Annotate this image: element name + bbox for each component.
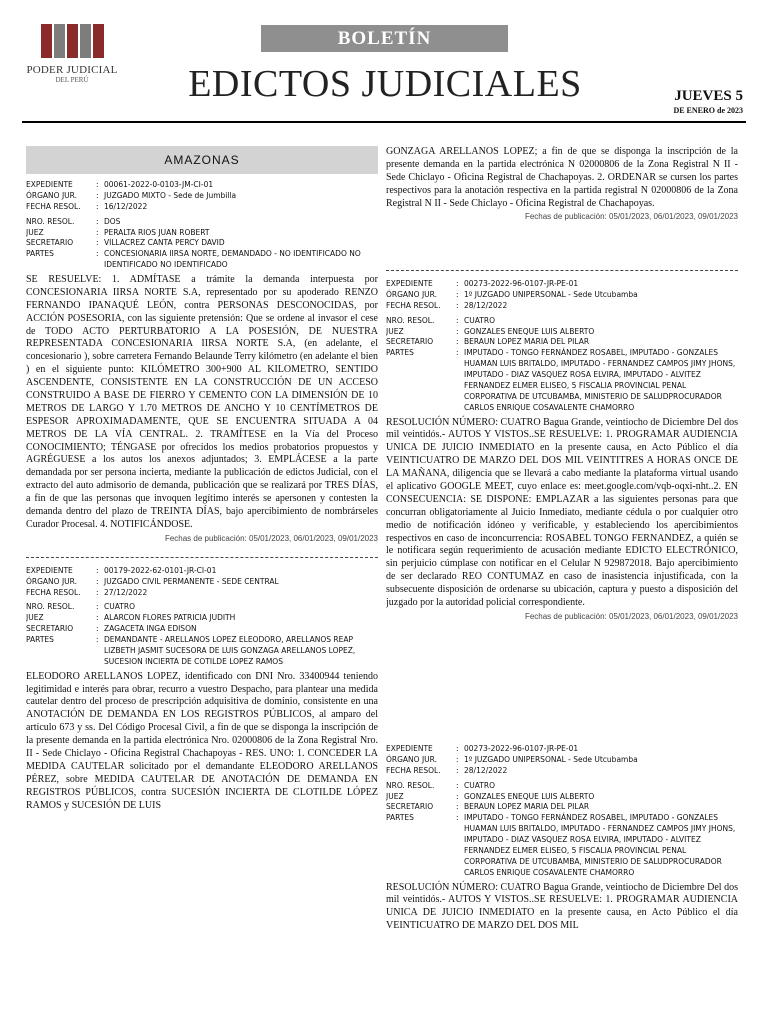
meta-value: 28/12/2022	[464, 300, 508, 310]
meta-value: CUATRO	[464, 315, 495, 325]
header-rule	[22, 121, 746, 123]
meta-value: BERAUN LOPEZ MARIA DEL PILAR	[464, 337, 590, 347]
meta-value: CUATRO	[464, 780, 495, 790]
publication-dates: Fechas de publicación: 05/01/2023, 06/01/2023, 09/01/2023	[524, 212, 738, 222]
meta-key: JUEZ	[26, 227, 44, 237]
meta-key: FECHA RESOL.	[386, 300, 441, 310]
meta-value: 00179-2022-62-0101-JR-CI-01	[104, 565, 217, 575]
edict-2	[26, 566, 378, 813]
meta-value: 1º JUZGADO UNIPERSONAL - Sede Utcubamba	[464, 754, 638, 764]
meta-value: 28/12/2022	[464, 765, 508, 775]
meta-key: NRO. RESOL.	[386, 315, 435, 325]
meta-value: DEMANDANTE - ARELLANOS LOPEZ ELEODORO, ARELLANOS REAP LIZBETH JASMIT SUCESORA DE LUIS GONZAGA ARELLANOS LOPEZ, SUCESION INCIERTA DE COTILDE LOPEZ RAMOS	[104, 635, 356, 666]
logo-name: PODER JUDICIAL	[26, 64, 118, 76]
meta-value: IMPUTADO - TONGO FERNÁNDEZ ROSABEL, IMPUTADO - GONZALES HUAMAN LUIS BRITALDO, IMPUTADO - FERNANDEZ CAMPOS JIMY JHONS, IMPUTADO - DIAZ VASQUEZ ROSA ELVIRA, IMPUTADO - ALVITEZ FERNANDEZ ELMER ELISEO, 5 FISCALIA PROVINCIAL PENAL CORPORATIVA DE UTCUBAMBA, MINISTERIO DE SALUDPROCURADOR CARLOS ENRIQUE COSAVALENTE CHAMORRO	[464, 813, 736, 877]
meta-key: EXPEDIENTE	[386, 744, 433, 753]
meta-key: ÓRGANO JUR.	[26, 190, 77, 200]
meta-key: NRO. RESOL.	[386, 780, 435, 790]
meta-value: 00273-2022-96-0107-JR-PE-01	[464, 279, 579, 288]
meta-key: SECRETARIO	[26, 624, 74, 634]
right-column-continuation	[386, 143, 738, 249]
edict-meta: EXPEDIENTE : 00273-2022-96-0107-JR-PE-01 ÓRGANO JUR. : 1º JUZGADO UNIPERSONAL - Sede Utcubamba FECHA RESOL. : 28/12/2022 NRO. RESOL. : CUATRO JUEZ : GONZALES ENEQUE LUIS ALBERTO SECRETARIO : BERAUN LOPEZ MARIA DEL PILAR PARTES : IMPUTADO - TONGO FERNÁNDEZ ROSABEL, IMPUTADO - GONZALES HUAMAN LUIS BRITALDO, IMPUTADO - FERNANDEZ CAMPOS JIMY JHONS, IMPUTADO - DIAZ VASQUEZ ROSA ELVIRA, IMPUTADO - ALVITEZ FERNANDEZ ELMER ELISEO, 5 FISCALIA PROVINCIAL PENAL CORPORATIVA DE UTCUBAMBA, MINISTERIO DE SALUDPROCURADOR CARLOS ENRIQUE COSAVALENTE CHAMORRO	[386, 744, 738, 879]
meta-value: GONZALES ENEQUE LUIS ALBERTO	[464, 791, 595, 801]
meta-value: JUZGADO CIVIL PERMANENTE - SEDE CENTRAL	[104, 576, 279, 586]
meta-value: ALARCON FLORES PATRICIA JUDITH	[104, 613, 236, 623]
meta-value: ZAGACETA INGA EDISON	[104, 624, 197, 634]
date-day: JUEVES 5	[674, 88, 743, 104]
meta-value: 1º JUZGADO UNIPERSONAL - Sede Utcubamba	[464, 289, 638, 299]
date-month: DE ENERO de 2023	[673, 106, 743, 115]
left-column	[26, 146, 378, 1024]
meta-key: JUEZ	[386, 326, 404, 336]
edict-body: RESOLUCIÓN NÚMERO: CUATRO Bagua Grande, veintiocho de Diciembre Del dos mil veintidós.- AUTOS Y VISTOS..SE RESUELVE: 1. PROGRAMAR AUDIENCIA UNICA DE JUICIO INMEDIATO en la presente causa, en Acto Público el día VEINTICUATRO DE MARZO DEL DOS MIL	[386, 881, 738, 932]
meta-key: FECHA RESOL.	[386, 765, 441, 775]
separator	[26, 557, 378, 558]
meta-key: SECRETARIO	[386, 802, 434, 812]
meta-value: VILLACREZ CANTA PERCY DAVID	[104, 238, 225, 248]
edict-meta: EXPEDIENTE : 00179-2022-62-0101-JR-CI-01 ÓRGANO JUR. : JUZGADO CIVIL PERMANENTE - SEDE CENTRAL FECHA RESOL. : 27/12/2022 NRO. RESOL. : CUATRO JUEZ : ALARCON FLORES PATRICIA JUDITH SECRETARIO : ZAGACETA INGA EDISON PARTES : DEMANDANTE - ARELLANOS LOPEZ ELEODORO, ARELLANOS REAP LIZBETH JASMIT SUCESORA DE LUIS GONZAGA ARELLANOS LOPEZ, SUCESION INCIERTA DE COTILDE LOPEZ RAMOS	[26, 566, 378, 668]
meta-value: DOS	[104, 216, 121, 226]
publication-dates: Fechas de publicación: 05/01/2023, 06/01/2023, 09/01/2023	[164, 533, 378, 543]
meta-value: GONZALES ENEQUE LUIS ALBERTO	[464, 326, 595, 336]
meta-value: 00273-2022-96-0107-JR-PE-01	[464, 744, 579, 753]
meta-value: PERALTA RIOS JUAN ROBERT	[104, 227, 210, 237]
meta-key: ÓRGANO JUR.	[386, 754, 437, 764]
meta-key: PARTES	[26, 249, 54, 259]
separator	[386, 270, 738, 271]
logo-emblem-icon	[22, 24, 122, 58]
edict-meta: EXPEDIENTE : 00273-2022-96-0107-JR-PE-01 ÓRGANO JUR. : 1º JUZGADO UNIPERSONAL - Sede Utcubamba FECHA RESOL. : 28/12/2022 NRO. RESOL. : CUATRO JUEZ : GONZALES ENEQUE LUIS ALBERTO SECRETARIO : BERAUN LOPEZ MARIA DEL PILAR PARTES : IMPUTADO - TONGO FERNÁNDEZ ROSABEL, IMPUTADO - GONZALES HUAMAN LUIS BRITALDO, IMPUTADO - FERNANDEZ CAMPOS JIMY JHONS, IMPUTADO - DIAZ VASQUEZ ROSA ELVIRA, IMPUTADO - ALVITEZ FERNANDEZ ELMER ELISEO, 5 FISCALIA PROVINCIAL PENAL CORPORATIVA DE UTCUBAMBA, MINISTERIO DE SALUDPROCURADOR CARLOS ENRIQUE COSAVALENTE CHAMORRO	[386, 279, 738, 414]
meta-key: FECHA RESOL.	[26, 201, 81, 211]
meta-key: NRO. RESOL.	[26, 216, 75, 226]
meta-key: SECRETARIO	[386, 337, 434, 347]
meta-key: EXPEDIENTE	[386, 279, 433, 288]
logo	[22, 24, 122, 84]
edict-4	[386, 744, 738, 1024]
meta-value: 00061-2022-0-0103-JM-CI-01	[104, 180, 214, 189]
meta-key: ÓRGANO JUR.	[26, 576, 77, 586]
meta-value: IMPUTADO - TONGO FERNÁNDEZ ROSABEL, IMPUTADO - GONZALES HUAMAN LUIS BRITALDO, IMPUTADO - FERNANDEZ CAMPOS JIMY JHONS, IMPUTADO - DIAZ VASQUEZ ROSA ELVIRA, IMPUTADO - ALVITEZ FERNANDEZ ELMER ELISEO, 5 FISCALIA PROVINCIAL PENAL CORPORATIVA DE UTCUBAMBA, MINISTERIO DE SALUDPROCURADOR CARLOS ENRIQUE COSAVALENTE CHAMORRO	[464, 348, 736, 412]
meta-key: PARTES	[386, 813, 414, 823]
edict-body: SE RESUELVE: 1. ADMÍTASE a trámite la demanda interpuesta por CONCESIONARIA IIRSA NORTE S.A, representado por su apoderado RENZO FERNANDO IPANAQUÉ LEÓN, contra PERSONAS DESCONOCIDAS, por ACCIÓN POSESORIA, con las siguiente pretensión: Que se ordene al invasor el cese de TODO ACTO PERTURBATORIO A LA POSESIÓN, DE NUESTRA REPRESENTADA CONCESIONARIA IIRSA NORTE S.A, (en adelante, el concesionario ), sobre carretera Fernando Belaunde Terry kilómetro (en adelante el bien ) en el siguiente punto: KILÓMETRO 300+900 AL KILOMETRO, SENTIDO ASCENDENTE, CONSISTENTE EN LA CONSTRUCCIÓN DE UN ACCESO CONSTRUIDO A BASE DE FIERRO Y CEMENTO CON LA DIMENSIÓN DE 10 METROS DE LARGO Y 1.70 METROS DE ANCHO Y 10 CENTÍMETROS DE ESPESOR APROXIMADAMENTE, QUE SE ENCUENTRA SITUADA A 04 METROS DE LA VÍA CENTRAL. 2. TRAMÍTESE en la Vía del Proceso CONOCIMIENTO; TÉNGASE por ofrecidos los medios probatorios propuestos y AGRÉGUESE a los autos los anexos adjuntados; 3. EMPLÁCESE a la parte demandada por ser persona incierta, mediante la publicación de edictos Judicial, con el extracto del auto admisorio de demanda, publicación que se realizará por TRES DÍAS, a fin de que las personas que invoquen legítimo interés se apersonen y contesten la demanda dentro del plazo de TREINTA DÍAS, bajo apercibimiento de nombrárseles Curador Procesal. 4. NOTIFICÁNDOSE.	[26, 274, 378, 530]
meta-key: ÓRGANO JUR.	[386, 289, 437, 299]
edict-1	[26, 180, 378, 543]
meta-key: PARTES	[386, 348, 414, 358]
meta-key: EXPEDIENTE	[26, 180, 73, 189]
meta-key: PARTES	[26, 635, 54, 645]
meta-value: 16/12/2022	[104, 201, 148, 211]
meta-key: JUEZ	[26, 613, 44, 623]
meta-value: JUZGADO MIXTO - Sede de Jumbilla	[104, 190, 237, 200]
edict-meta: EXPEDIENTE : 00061-2022-0-0103-JM-CI-01 ÓRGANO JUR. : JUZGADO MIXTO - Sede de Jumbilla FECHA RESOL. : 16/12/2022 NRO. RESOL. : DOS JUEZ : PERALTA RIOS JUAN ROBERT SECRETARIO : VILLACREZ CANTA PERCY DAVID PARTES : CONCESIONARIA IIRSA NORTE, DEMANDADO - NO IDENTIFICADO NO IDENTIFICADO NO IDENTIFICADO	[26, 180, 378, 271]
meta-key: NRO. RESOL.	[26, 602, 75, 612]
region-header: AMAZONAS	[26, 146, 378, 174]
edict-3	[386, 270, 738, 730]
meta-key: JUEZ	[386, 791, 404, 801]
edict-body: ELEODORO ARELLANOS LOPEZ, identificado con DNI Nro. 33400944 teniendo legitimidad e interés para obrar, recurro a vuestro Despacho, para plantear una medida cautelar dentro del proceso de prescripción adquisitiva de dominio, consistente en una ANOTACIÓN DE DEMANDA EN LOS REGISTROS PÚBLICOS, al amparo del artículo 673 y ss. Del Código Procesal Civil, a fin de que se disponga la inscripción de la presente demanda en la partida electrónica Nro. 02000806 de la Zona Registral Nro. II - Sede Chiclayo - Oficina Registral Chachapoyas - RES. UNO: 1. CONCEDER LA MEDIDA CAUTELAR solicitado por el demandante ELEODORO ARELLANOS PÉREZ, sobre MEDIDA CAUTELAR DE ANOTACIÓN DE DEMANDA EN REGISTROS PÚBLICOS, contra SUCESIÓN INCIERTA DE CLOTILDE LÓPEZ RAMOS y SUCESIÓN DE LUIS	[26, 670, 378, 811]
meta-value: BERAUN LOPEZ MARIA DEL PILAR	[464, 802, 590, 812]
logo-subtitle: DEL PERÚ	[55, 76, 89, 84]
edict-body: GONZAGA ARELLANOS LOPEZ; a fin de que se disponga la inscripción de la presente demanda en la partida electrónica N 02000806 de la Zona Registral N II - Sede Chiclayo - Oficina Registral de Chachapoyas. 2. ORDENAR se cursen los partes respectivos para la anotación respectiva en la partida registral N 02000806 de la Zona Registral N II - Sede Chiclayo - Oficina Registral de Chachapoyas.	[386, 146, 738, 209]
page-title: EDICTOS JUDICIALES	[188, 63, 582, 105]
meta-value: CONCESIONARIA IIRSA NORTE, DEMANDADO - NO IDENTIFICADO NO IDENTIFICADO NO IDENTIFICADO	[104, 249, 361, 270]
bulletin-badge: BOLETÍN	[261, 25, 508, 52]
meta-key: SECRETARIO	[26, 238, 74, 248]
meta-key: FECHA RESOL.	[26, 587, 81, 597]
edict-body: RESOLUCIÓN NÚMERO: CUATRO Bagua Grande, veintiocho de Diciembre Del dos mil veintidós.- AUTOS Y VISTOS..SE RESUELVE: 1. PROGRAMAR AUDIENCIA UNICA DE JUICIO INMEDIATO en la presente causa, en Acto Público el día VEINTICUATRO DE MARZO DEL DOS MIL VEINTITRES A HORAS ONCE DE LA MAÑANA, diligencia que se llevará a cabo mediante la plataforma virtual usando el aplicativo GOOGLE MEET, cuyo enlace es: meet.google.com/vqb-oqxi-nht..2. EN CONSECUENCIA: SE DISPONE: EMPLAZAR a las siguientes personas para que concurran obligatoriamente al Juicio Inmediato, mediante cédula o por cualquier otro medio de notificación idóneo y verificable, y estableciendo los apercibimientos respectivos en caso de inconcurrencia: ROSABEL TONGO FERNANDEZ, a quién se le notificara según requerimiento de acusación mediante EDICTO ELECTRÓNICO, sin perjuicio cúmplase con notificar en el Celular N 929872018. Bajo apercibimiento de ser declarado REO CONTUMAZ en caso de inasistencia injustificada, con la subsecuente disposición de ordenarse su ubicación, captura y puesto a disposición del juzgado por la autoridad policial correspondiente.	[386, 416, 738, 608]
meta-key: EXPEDIENTE	[26, 565, 73, 575]
meta-value: 27/12/2022	[104, 587, 148, 597]
publication-dates: Fechas de publicación: 05/01/2023, 06/01/2023, 09/01/2023	[524, 611, 738, 621]
meta-value: CUATRO	[104, 602, 135, 612]
